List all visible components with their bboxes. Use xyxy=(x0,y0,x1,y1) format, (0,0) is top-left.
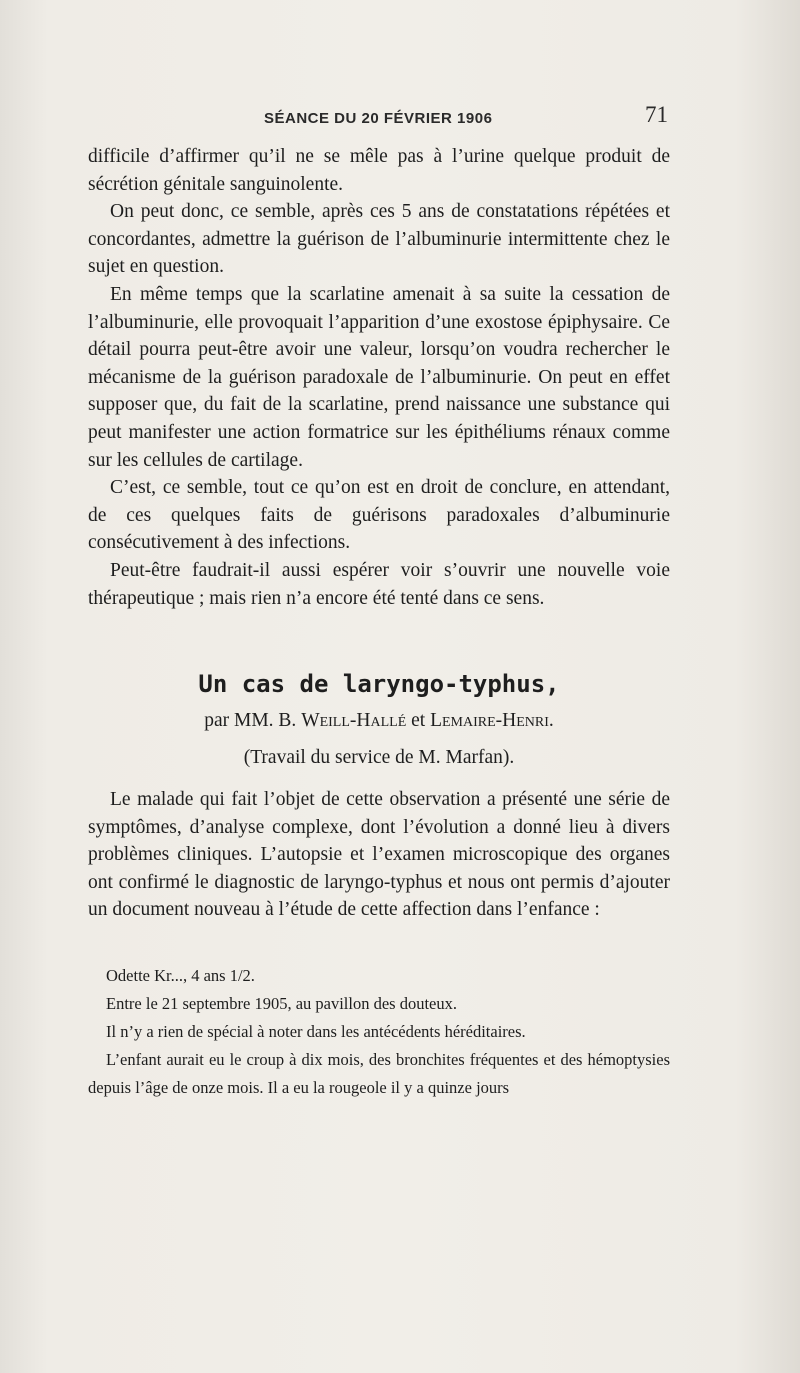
paragraph: Le malade qui fait l’objet de cette observation a présenté une série de symptômes, d’analyse complexe, dont l’évolution a donné lieu à divers problèmes cliniques. L’autopsie et l’examen microscopique des organes ont confirmé le diagnostic de laryngo-typhus et nous ont permis d’ajouter un document nouveau à l’étude de cette affection dans l’enfance : xyxy=(88,789,670,921)
article-title: Un cas de laryngo-typhus, xyxy=(198,670,560,698)
article-authors xyxy=(88,710,670,732)
body-text-article xyxy=(88,786,670,924)
paragraph: Peut-être faudrait-il aussi espérer voir s’ouvrir une nouvelle voie thérapeutique ; mais rien n’a encore été tenté dans ce sens. xyxy=(88,559,670,609)
paragraph: difficile d’affirmer qu’il ne se mêle pas à l’urine quelque produit de sécrétion génitale sanguinolente. xyxy=(88,146,670,195)
observation-line: L’enfant aurait eu le croup à dix mois, des bronchites fréquentes et des hémoptysies depuis l’âge de onze mois. Il a eu la rougeole il y a quinze jours xyxy=(88,1050,670,1097)
author-name: Lemaire-Henri. xyxy=(430,710,554,731)
observation-line: Odette Kr..., 4 ans 1/2. xyxy=(106,966,255,985)
paragraph: C’est, ce semble, tout ce qu’on est en droit de conclure, en attendant, de ces quelques faits de guérisons paradoxales d’albuminurie consécutivement à des infections. xyxy=(88,477,670,554)
authors-join: et xyxy=(411,710,426,731)
body-text-top xyxy=(88,143,670,612)
article-affiliation: (Travail du service de M. Marfan). xyxy=(243,747,515,768)
authors-prefix: par MM. B. xyxy=(204,710,297,731)
running-title: SÉANCE DU 20 FÉVRIER 1906 xyxy=(264,110,493,127)
page-number: 71 xyxy=(645,102,668,127)
observation-line: Entre le 21 septembre 1905, au pavillon des douteux. xyxy=(106,994,457,1013)
observation-notes xyxy=(88,962,670,1102)
author-name: Weill-Hallé xyxy=(301,710,407,731)
observation-line: Il n’y a rien de spécial à noter dans les antécédents héréditaires. xyxy=(106,1022,526,1041)
paragraph: On peut donc, ce semble, après ces 5 ans de constatations répétées et concordantes, admettre la guérison de l’albuminurie intermittente chez le sujet en question. xyxy=(88,201,670,278)
paragraph: En même temps que la scarlatine amenait à sa suite la cessation de l’albuminurie, elle provoquait l’apparition d’une exostose épiphysaire. Ce détail pourra peut-être avoir une valeur, lorsqu’on voudra rechercher le mécanisme de la guérison paradoxale de l’albuminurie. On peut en effet supposer que, du fait de la scarlatine, prend naissance une substance qui peut manifester une action formatrice sur les épithéliums rénaux comme sur les cellules de cartilage. xyxy=(88,283,670,471)
running-head xyxy=(88,102,670,132)
